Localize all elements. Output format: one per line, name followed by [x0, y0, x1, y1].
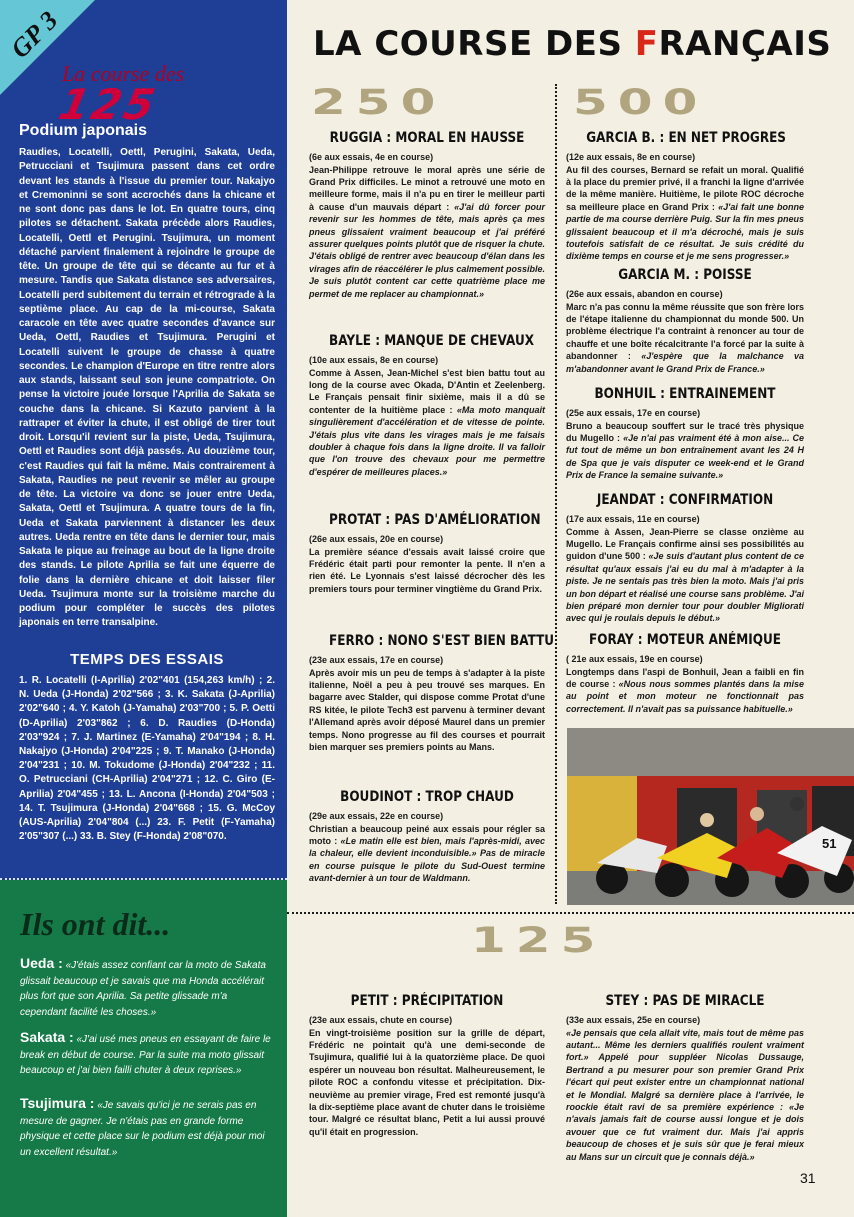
article-quote: «Ma moto manquait singulièrement d'accélération et de vitesse de pointe. J'étais plus vite dans les virages mais je me faisais doubler à chaque fois dans la ligne droite. Il va falloir que l'on trouve des chevaux pour me permettre d'espérer de meilleures places.» [309, 404, 545, 477]
page-number: 31 [800, 1170, 816, 1186]
quote-sakata [20, 1030, 276, 1079]
article-body [566, 164, 804, 263]
quote-speaker: Sakata : [20, 1029, 74, 1045]
section-250-heading: 250 [311, 82, 446, 123]
quote-text: «J'étais assez confiant car la moto de Sakata glissait beaucoup et je savais que ma Honda accélérait plus fort que son Aprilia. Sa petite glissade m'a cependant facilité les choses.» [20, 960, 266, 1018]
dotted-divider-125 [287, 912, 854, 914]
article-body: Après avoir mis un peu de temps à s'adapter à la piste italienne, Noël a peu à peu trouvé ses marques. En bagarre avec Stalder, qui dispose comme Protat d'une RS kitée, le pilote Tech3 est parvenu à terminer devant l'Allemand après avoir déposé Maurel dans un premier temps. Nono progresse au fil des courses et pourrait bien marquer ses premiers points au Mans. [309, 667, 545, 752]
section-125-heading: 125 [471, 920, 606, 961]
race-photo [567, 728, 854, 905]
podium-title: Podium japonais [19, 122, 148, 139]
article-body: En vingt-troisième position sur la grille de départ, Frédéric ne pointait qu'à une demi-seconde de Tsujimura, qualifié lui à la quatorzième place. De quoi espérer un nouveau bon résultat. Malheureusement, le pilote ROC a confondu vitesse et précipitation. Dix-neuvième au premier virage, Fred est remonté jusqu'à la dix-septième place avant de chuter dans le troisième tour. Malgré ce résultat blanc, Petit a lui aussi prouvé qu'il était en progression. [309, 1027, 545, 1137]
article-quote: «J'ai fait une bonne partie de ma course derrière Puig. Sur la fin mes pneus glissaient beaucoup et il m'a décroché, mais je suis toutefois satisfait de ce résultat. Je suis crédité du dixième temps en course et je me sens progresser.» [566, 201, 805, 262]
article-title: FERRO : NONO S'EST BIEN BATTU [329, 633, 555, 649]
article-garcia-m [566, 267, 804, 375]
article-garcia-b [566, 130, 804, 263]
article-title: GARCIA M. : POISSE [618, 267, 752, 283]
article-text: Marc n'a pas connu la même réussite que son frère lors de l'étape italienne du championnat du monde 500. Un problème électrique l'a contraint à renoncer au tour de chauffe et une boîte récalcitrante l'a forcé par la suite à abandonner : [566, 301, 804, 362]
article-body [566, 420, 804, 482]
gp-label: GP 3 [5, 5, 64, 64]
article-meta: (26e aux essais, abandon en course) [566, 289, 723, 299]
article-quote: «Nous nous sommes plantés dans la mise au point et mon moteur ne fonctionnait pas correctement. Il n'avait pas sa puissance habituelle.» [566, 678, 805, 714]
left-sidebar [0, 0, 287, 1217]
article-title: BONHUIL : ENTRAINEMENT [594, 386, 776, 402]
section-500-heading: 500 [573, 82, 708, 123]
article-meta: (33e aux essais, 25e en course) [566, 1015, 701, 1025]
bike-number: 51 [822, 836, 837, 851]
article-title: RUGGIA : MORAL EN HAUSSE [329, 130, 525, 146]
article-quote: «J'espère que la malchance va m'abandonner avant le Grand Prix de France.» [566, 351, 804, 374]
temps-title: TEMPS DES ESSAIS [70, 651, 224, 668]
feature-title-small: La course des [62, 61, 185, 86]
article-title: JEANDAT : CONFIRMATION [596, 492, 774, 508]
article-body [566, 1027, 804, 1163]
article-text: Au fil des courses, Bernard se refait un moral. Qualifié à la place du premier privé, il a franchi la ligne d'arrivée de la même manière. Huitième, le pilote ROC décroche sa meilleure place en Grand Prix : [566, 164, 804, 212]
page-title [313, 24, 831, 64]
article-text: Bruno a beaucoup souffert sur le tracé très physique du Mugello : [566, 420, 804, 443]
article-title: BOUDINOT : TROP CHAUD [340, 789, 514, 805]
page-title-red-letter: F [634, 24, 659, 64]
article-quote: «Je suis d'autant plus content de ce résultat qu'aux essais j'ai eu du mal à m'adapter à la piste. Je ne sentais pas très bien la moto. Mais j'ai pris un bon départ et réalisé une course sans problème. J'ai bien préparé mon dernier tour pour doubler Migliorati avec qui je roulais depuis le début.» [566, 551, 804, 624]
article-meta: (10e aux essais, 8e en course) [309, 355, 439, 365]
page-title-part2: RANÇAIS [658, 24, 832, 64]
article-body [309, 164, 545, 300]
motorcycles-photo-illustration [567, 728, 854, 905]
article-title: FORAY : MOTEUR ANÉMIQUE [589, 632, 781, 648]
article-ferro [309, 633, 555, 753]
article-boudinot [309, 789, 545, 885]
quote-ueda [20, 956, 276, 1020]
article-title: BAYLE : MANQUE DE CHEVAUX [329, 333, 534, 349]
article-body [309, 367, 545, 479]
article-ruggia [309, 130, 545, 300]
article-quote: «Je pensais que cela allait vite, mais tout de même pas autant... Même les derniers qualifiés roulent vraiment fort.» Appelé pour suppléer Nicolas Dussauge, Bertrand a pu mesurer pour son premier Grand Prix l'écart qui peut exister entre un championnat national et le Mondial. Malgré sa dernière place à l'arrivée, le roockie était ravi de sa première expérience : «Je n'avais jamais fait de course aussi longue et je dois avouer que ce fut vraiment dur. Mais j'ai appris beaucoup de choses et je suis sûr que je ferai mieux au Mans sur un circuit que je connais déjà.» [566, 1027, 804, 1162]
article-quote: «Le matin elle est bien, mais l'après-midi, avec la chaleur, elle devient inconduisible.» Pas de miracle en course puisque le pilote du Sud-Ouest termine avant-dernier à un tour de Waldmann. [309, 835, 545, 884]
article-title: PROTAT : PAS D'AMÉLIORATION [329, 512, 541, 528]
article-quote: «J'ai dû forcer pour revenir sur les hommes de tête, mais après ça mes pneus glissaient vraiment beaucoup et j'ai préféré assurer quelques points plutôt que de risquer la chute. J'étais obligé de rentrer avec beaucoup d'élan dans les virages afin de réaccélérer le plus calmement possible. Je suis plutôt content car cette quatrième place me permet de me replacer au championnat.» [309, 201, 545, 299]
article-bayle [309, 333, 545, 478]
article-meta: ( 21e aux essais, 19e en course) [566, 654, 703, 664]
article-title: PETIT : PRÉCIPITATION [350, 993, 504, 1009]
article-meta: (12e aux essais, 8e en course) [566, 152, 696, 162]
article-meta: (26e aux essais, 20e en course) [309, 534, 444, 544]
feature-title-125-logo: 125 [54, 80, 162, 129]
article-body [566, 666, 804, 716]
article-title: STEY : PAS DE MIRACLE [605, 993, 765, 1009]
ils-ont-dit-title: Ils ont dit... [20, 906, 171, 942]
article-text: Comme à Assen, Jean-Michel s'est bien battu tout au long de la course avec Okada, D'Antin et Zeelenberg. Le Français pensait finir sixième, mais il a dû se contenter de la huitième place : [309, 367, 545, 415]
article-body: La première séance d'essais avait laissé croire que Frédéric était parti pour remonter la pente. Il n'en a rien été. Le Lyonnais s'est laissé décrocher dès les premiers tours pour terminer vingtième du Grand Prix. [309, 546, 545, 594]
quote-text: «J'ai usé mes pneus en essayant de faire le break en début de course. Par la suite ma moto glissait beaucoup et j'ai bien failli chuter à deux reprises.» [20, 1034, 271, 1076]
article-text: Longtemps dans l'aspi de Bonhuil, Jean a faibli en fin de course : [566, 666, 804, 689]
dotted-divider [0, 878, 287, 880]
article-meta: (23e aux essais, chute en course) [309, 1015, 453, 1025]
article-text: Comme à Assen, Jean-Pierre se classe onzième au Mugello. Le Français confirme ainsi ses possibilités au guidon d'une 500 : [566, 526, 804, 562]
article-title: GARCIA B. : EN NET PROGRES [586, 130, 786, 146]
quote-speaker: Tsujimura : [20, 1095, 95, 1111]
article-body [566, 301, 804, 375]
article-meta: (25e aux essais, 17e en course) [566, 408, 701, 418]
article-meta: (29e aux essais, 22e en course) [309, 811, 444, 821]
article-bonhuil [566, 386, 804, 482]
article-text: Jean-Philippe retrouve le moral après une série de Grand Prix difficiles. Le minot a retrouvé une moto en meilleure forme, mais il n'a pu en tirer le meilleur parti à cause d'un mauvais départ : [309, 164, 545, 212]
article-body [566, 526, 804, 625]
quote-tsujimura [20, 1096, 276, 1160]
article-meta: (6e aux essais, 4e en course) [309, 152, 434, 162]
article-quote: «Je n'ai pas vraiment été à mon aise... Ce fut tout de même un bon entraînement avant les 24 H de Spa que je vais disputer ce week-end et le Grand Prix de France la semaine suivante.» [566, 432, 804, 481]
article-foray [566, 632, 804, 715]
article-stey [566, 993, 804, 1163]
column-divider [555, 84, 557, 904]
quote-speaker: Ueda : [20, 955, 63, 971]
quote-text: «Je savais qu'ici je ne serais pas en mesure de gagner. Je n'étais pas en grande forme physique et cette place sur le podium est déjà pour moi un excellent résultat.» [20, 1100, 265, 1158]
article-meta: (23e aux essais, 17e en course) [309, 655, 444, 665]
article-petit [309, 993, 545, 1138]
article-text: Christian a beaucoup peiné aux essais pour régler sa moto : [309, 823, 545, 846]
page-title-part1: LA COURSE DES [313, 24, 635, 64]
article-jeandat [566, 492, 804, 625]
article-protat [309, 512, 545, 595]
podium-text: Raudies, Locatelli, Oettl, Perugini, Sakata, Ueda, Petrucciani et Tsujimura passent dans cet ordre devant les stands à l'issue du premier tour. Nakajyo et Cremoninni se sont accrochés dans la chicane et ne sont donc pas dans le lot. En quatre tours, cinq pilotes se détachent. Sakata précède alors Raudies, Locatelli, Oettl et Perugini. Tsujimura, un moment détaché parvient finalement à rejoindre le groupe de tête. Un groupe de tête qui se décante au fur et à mesure. Tandis que Sakata distance ses adversaires, Locatelli perd subitement du terrain et rétrograde à la septième place. Au cap de la mi-course, Sakata caracole en tête avec quatre secondes d'avance sur Ueda, Oettl, Raudies et Tsujimura. Perugini et Locatelli suivent le groupe de chasse à quatre secondes. Le champion d'Europe en titre rentre alors aux stands, laissant seul son jeune compatriote. On pense la victoire jouée lorsque l'Aprilia de Sakata se couche dans la chicane. Si Kazuto parvient à la rattraper et éviter la chute, il est obligé de tirer tout droit. Lorsqu'il revient sur la piste, Ueda, Tsujimura, Oettl et Raudies sont déjà passés. Au douzième tour, c'est Raudies qui fait la même. Mais contrairement à Sakata, Raudies ne peut revenir se mêler au groupe de tête. La victoire va donc se jouer entre Ueda, Sakata, Oettl et Tsujimura. A quatre tours de la fin, Ueda et Sakata parviennent à distancer les deux autres. Ueda rentre en tête dans le dernier tour, mais Sakata le pique au freinage au bout de la ligne droite des stands. Le pilote Aprilia se fait une équerre de folie dans la dernière chicane et doit laisser filer Ueda. Tsujimura monte sur la troisième marche du podium pour compléter le succès des pilotes japonais en terre transalpine. [19, 147, 275, 629]
temps-text: 1. R. Locatelli (I-Aprilia) 2'02"401 (154,263 km/h) ; 2. N. Ueda (J-Honda) 2'02"566 ; 3. K. Sakata (J-Aprilia) 2'02"640 ; 4. Y. Katoh (J-Yamaha) 2'03"700 ; 5. P. Oetti (D-Aprilia) 2'03"862 ; 6. D. Raudies (D-Honda) 2'03"924 ; 7. J. Martinez (E-Yamaha) 2'04"194 ; 8. H. Nakajyo (J-Honda) 2'04"225 ; 9. T. Manako (J-Honda) 2'04"231 ; 10. M. Tokudome (J-Honda) 2'04"232 ; 11. O. Petrucciani (CH-Aprilia) 2'04"271 ; 12. C. Giro (E-Aprilia) 2'04"455 ; 13. L. Ancona (I-Honda) 2'04"503 ; 14. T. Tsujimura (J-Honda) 2'04"668 ; 15. G. McCoy (AUS-Aprilia) 2'04"804 (...) 23. F. Petit (F-Yamaha) 2'05"307 (...) 33. B. Stey (F-Honda) 2'08"070. [19, 675, 275, 843]
article-body [309, 823, 545, 885]
article-meta: (17e aux essais, 11e en course) [566, 514, 700, 524]
